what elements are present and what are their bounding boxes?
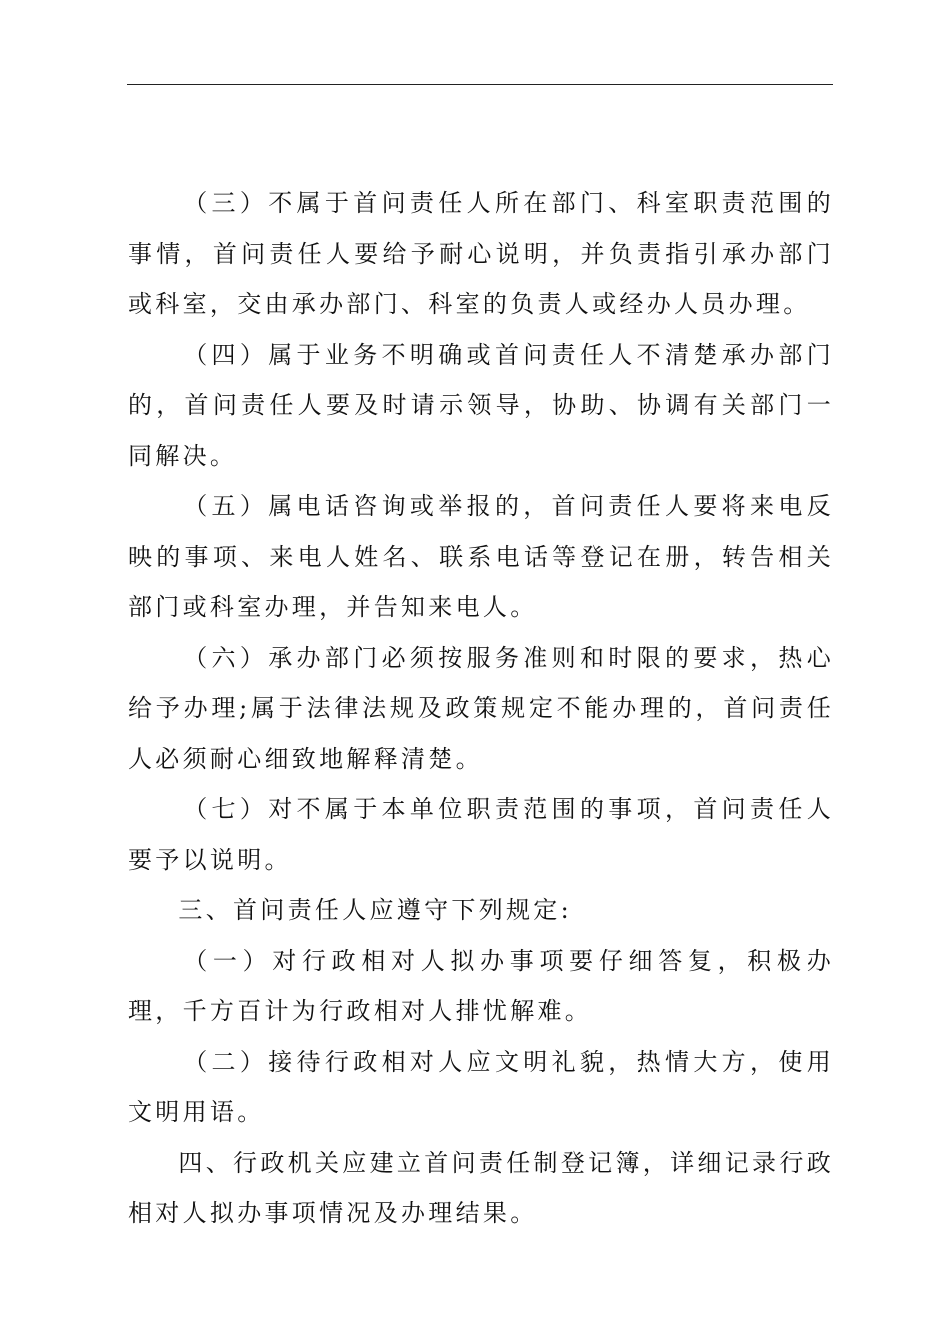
document-body xyxy=(128,178,834,1239)
paragraph-item-5: （五）属电话咨询或举报的，首问责任人要将来电反映的事项、来电人姓名、联系电话等登记在册，转告相关部门或科室办理，并告知来电人。 xyxy=(128,492,834,621)
paragraph-item-6: （六）承办部门必须按服务准则和时限的要求，热心给予办理;属于法律法规及政策规定不能办理的，首问责任人必须耐心细致地解释清楚。 xyxy=(128,643,834,773)
paragraph-item-7: （七）对不属于本单位职责范围的事项，首问责任人要予以说明。 xyxy=(128,795,834,874)
section-heading-3: 三、首问责任人应遵守下列规定: xyxy=(178,896,572,924)
paragraph-item-3: （三）不属于首问责任人所在部门、科室职责范围的事情，首问责任人要给予耐心说明，并负责指引承办部门或科室，交由承办部门、科室的负责人或经办人员办理。 xyxy=(128,189,834,318)
paragraph-item-1: （一）对行政相对人拟办事项要仔细答复，积极办理，千方百计为行政相对人排忧解难。 xyxy=(128,946,834,1025)
paragraph-item-2: （二）接待行政相对人应文明礼貌，热情大方，使用文明用语。 xyxy=(128,1047,834,1126)
paragraph-item-4: （四）属于业务不明确或首问责任人不清楚承办部门的，首问责任人要及时请示领导，协助、协调有关部门一同解决。 xyxy=(128,340,834,470)
section-paragraph-4: 四、行政机关应建立首问责任制登记簿，详细记录行政相对人拟办事项情况及办理结果。 xyxy=(128,1148,834,1227)
header-rule xyxy=(127,84,833,85)
